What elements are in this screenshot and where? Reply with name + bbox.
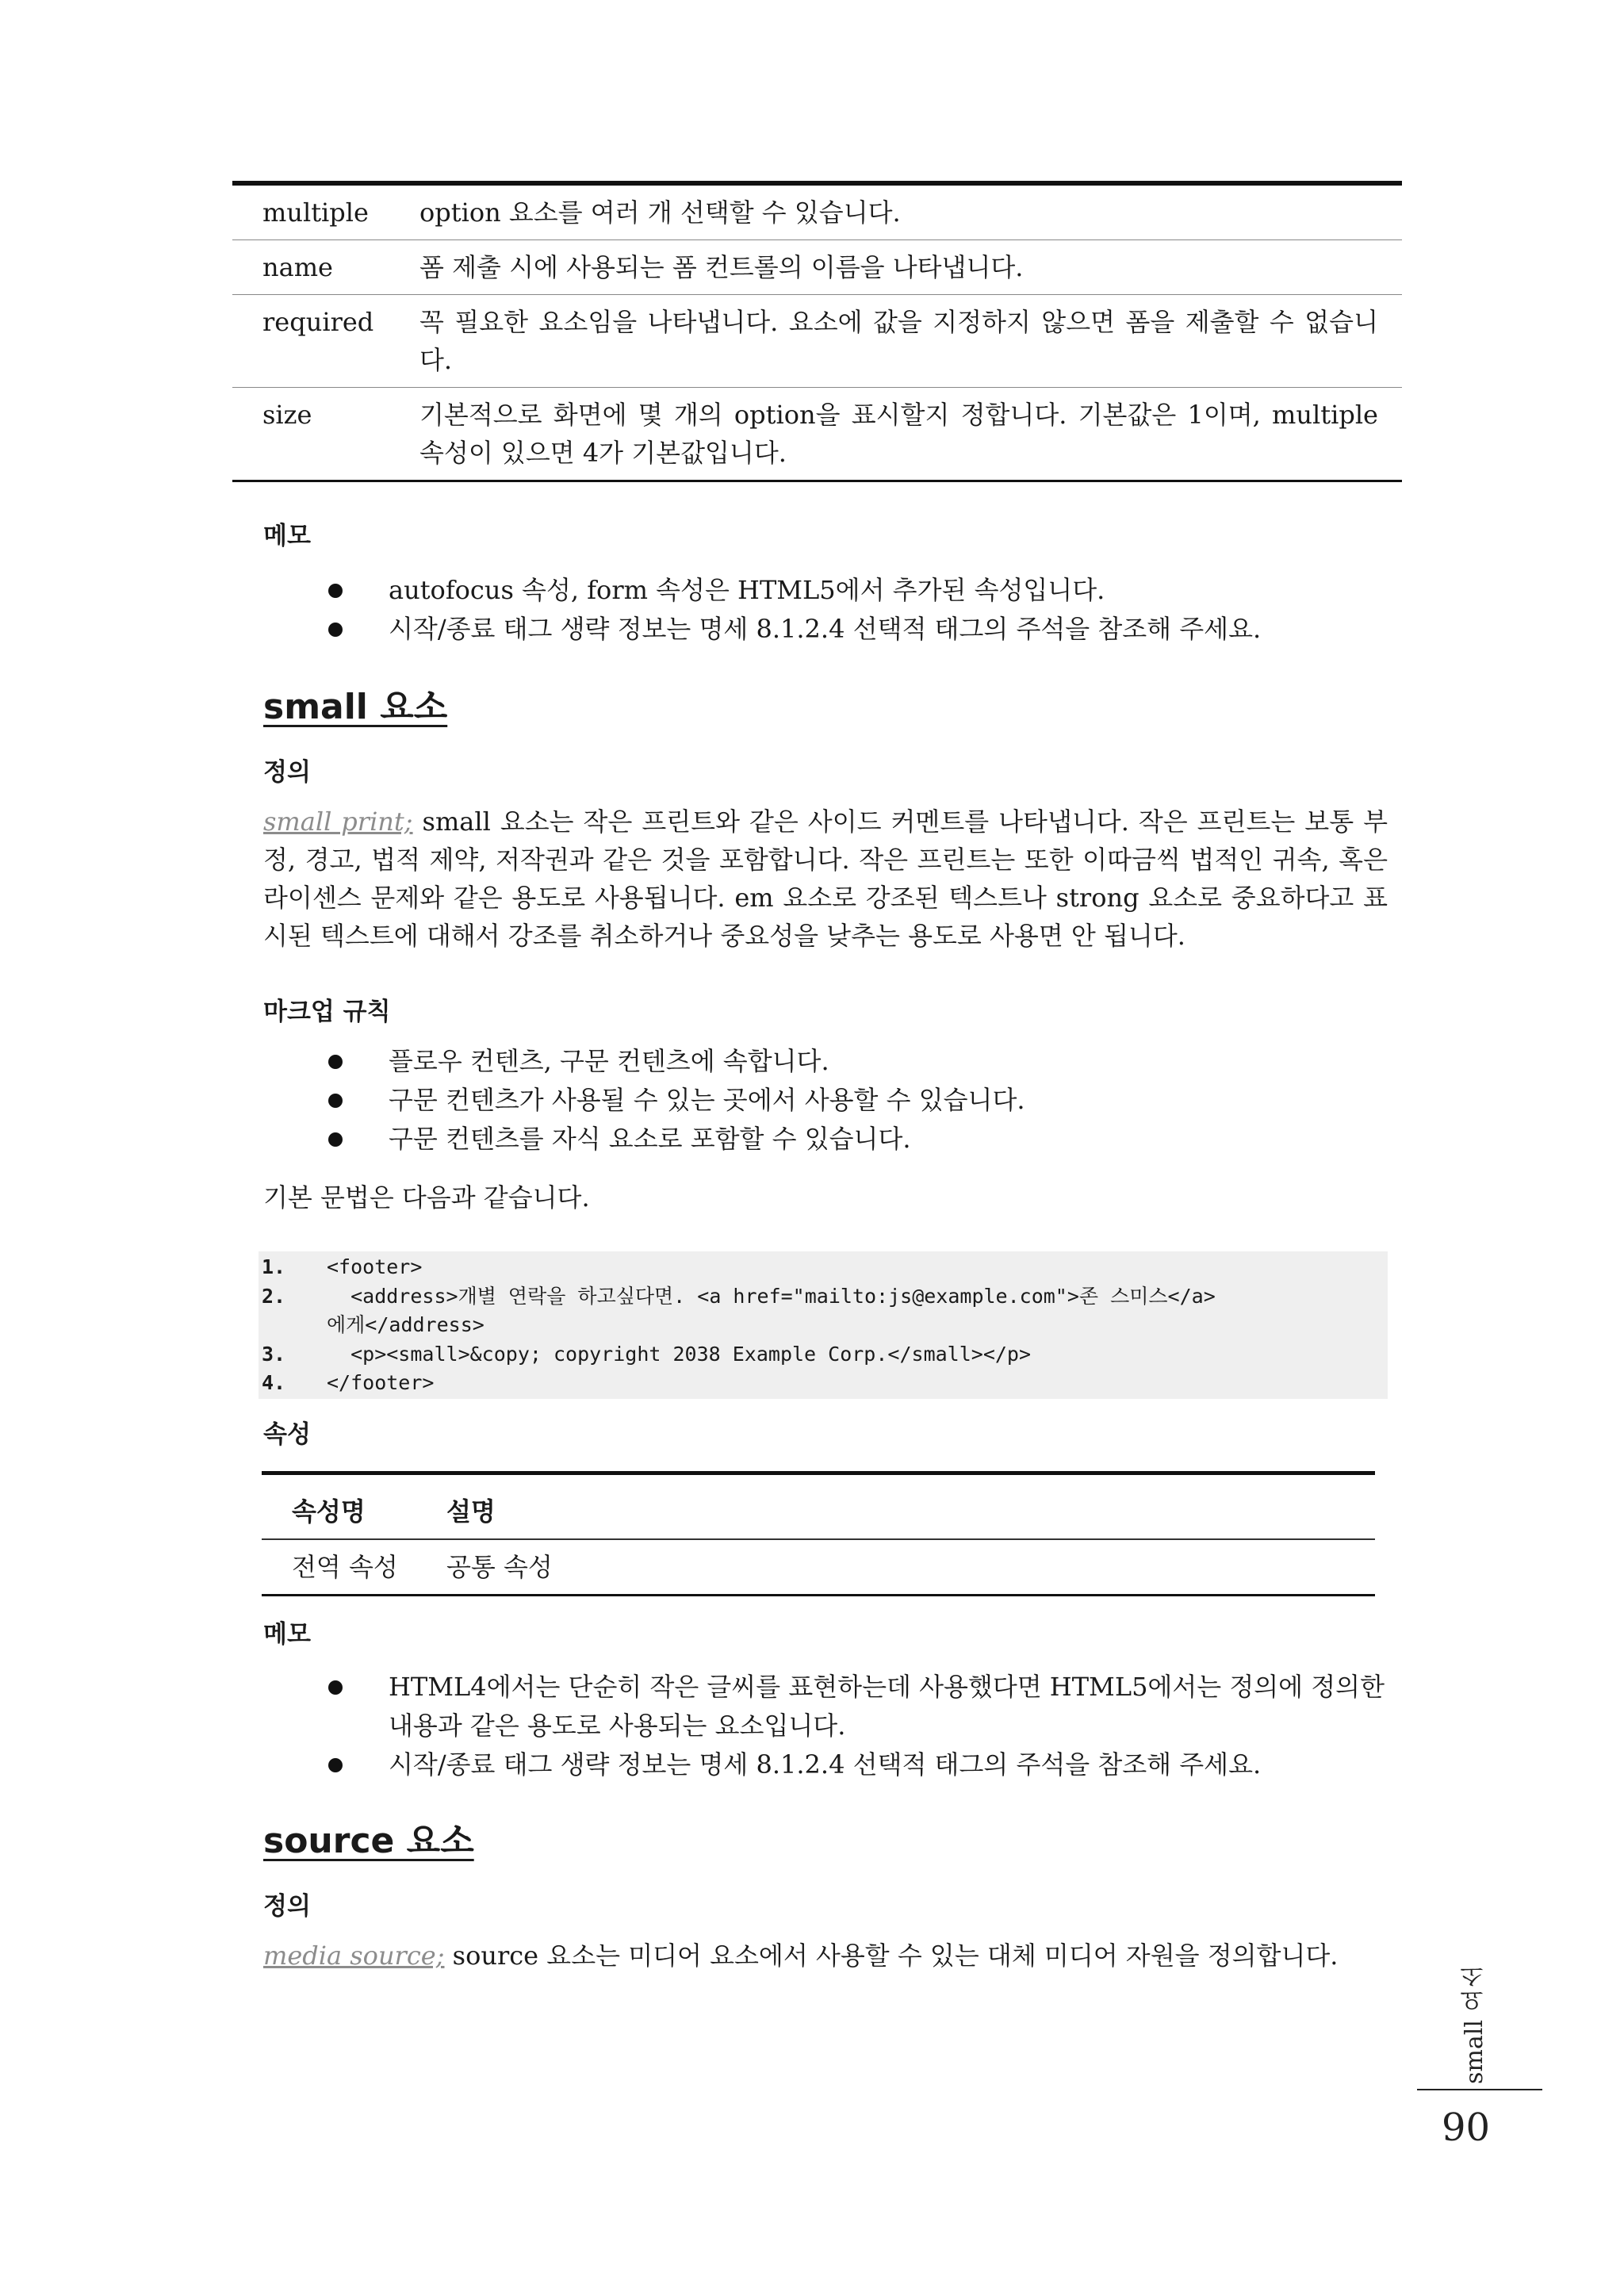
table-row	[232, 186, 1402, 239]
page-number: 90	[1442, 2105, 1491, 2150]
line-number: 4.	[262, 1371, 286, 1394]
code-text: <footer>	[327, 1255, 423, 1278]
line-number	[259, 1311, 327, 1340]
markup-rules-list	[317, 1042, 1388, 1159]
memo-heading: 메모	[263, 1620, 311, 1649]
definition-heading: 정의	[263, 758, 311, 787]
definition-paragraph	[263, 803, 1388, 955]
footer-divider	[1417, 2089, 1542, 2090]
attributes-heading: 속성	[263, 1420, 311, 1449]
table-cell: 전역 속성	[292, 1552, 398, 1582]
attribute-name: required	[262, 307, 374, 337]
list-item: HTML4에서는 단순히 작은 글씨를 표현하는데 사용했다면 HTML5에서는 정의에 정의한 내용과 같은 용도로 사용되는 요소입니다.	[317, 1668, 1388, 1745]
definition-term: media source;	[263, 1941, 445, 1971]
attribute-name: name	[262, 252, 333, 282]
section-title-small: small 요소	[263, 687, 448, 727]
code-text: <address>개별 연락을 하고싶다면. <a href="mailto:js@example.com">존 스미스</a>	[327, 1284, 1216, 1308]
list-item: 구문 컨텐츠를 자식 요소로 포함할 수 있습니다.	[317, 1120, 1388, 1159]
list-item: 구문 컨텐츠가 사용될 수 있는 곳에서 사용할 수 있습니다.	[317, 1081, 1388, 1120]
code-text: </footer>	[327, 1371, 435, 1394]
line-number: 1.	[262, 1255, 286, 1278]
definition-heading: 정의	[263, 1892, 311, 1921]
memo-list	[317, 571, 1388, 649]
list-item: 시작/종료 태그 생략 정보는 명세 8.1.2.4 선택적 태그의 주석을 참조해 주세요.	[317, 610, 1388, 649]
code-text: 에게</address>	[327, 1313, 485, 1336]
running-header-label: small 요소	[1461, 1964, 1488, 2084]
syntax-intro: 기본 문법은 다음과 같습니다.	[263, 1182, 590, 1213]
code-text: <p><small>&copy; copyright 2038 Example Corp.</small></p>	[327, 1342, 1032, 1366]
column-header: 설명	[446, 1496, 496, 1527]
memo-list	[317, 1668, 1388, 1784]
definition-text: source 요소는 미디어 요소에서 사용할 수 있는 대체 미디어 자원을 정의합니다.	[444, 1941, 1339, 1971]
table-row	[262, 1540, 1375, 1594]
memo-heading: 메모	[263, 522, 311, 550]
section-title-source: source 요소	[263, 1821, 474, 1861]
code-line	[259, 1369, 1388, 1398]
code-line	[259, 1340, 1388, 1370]
table-row	[232, 294, 1402, 387]
table-row	[232, 239, 1402, 294]
definition-text: small 요소는 작은 프린트와 같은 사이드 커멘트를 나타냅니다. 작은 프린트는 보통 부정, 경고, 법적 제약, 저작권과 같은 것을 포함합니다. 작은 프린트는 또한 이따금씩 법적인 귀속, 혹은 라이센스 문제와 같은 용도로 사용됩니다. em 요소로 강조된 텍스트나 strong 요소로 중요하다고 표시된 텍스트에 대해서 강조를 취소하거나 중요성을 낮추는 용도로 사용면 안 됩니다.	[263, 807, 1388, 951]
attribute-description: 폼 제출 시에 사용되는 폼 컨트롤의 이름을 나타냅니다.	[419, 252, 1024, 282]
column-header: 속성명	[292, 1496, 366, 1527]
definition-term: small print;	[263, 807, 413, 837]
code-line	[259, 1253, 1388, 1282]
attribute-name: multiple	[262, 197, 369, 228]
line-number: 3.	[262, 1342, 286, 1366]
attribute-name: size	[262, 400, 312, 430]
list-item: 시작/종료 태그 생략 정보는 명세 8.1.2.4 선택적 태그의 주석을 참조해 주세요.	[317, 1745, 1388, 1784]
list-item: 플로우 컨텐츠, 구문 컨텐츠에 속합니다.	[317, 1042, 1388, 1081]
attribute-description: option 요소를 여러 개 선택할 수 있습니다.	[419, 197, 901, 228]
attribute-description: 꼭 필요한 요소임을 나타냅니다. 요소에 값을 지정하지 않으면 폼을 제출할 수 없습니다.	[419, 307, 1378, 375]
attribute-table-top	[232, 181, 1402, 482]
line-number: 2.	[262, 1284, 286, 1308]
table-header-row	[262, 1475, 1375, 1540]
definition-paragraph	[263, 1937, 1388, 1975]
attribute-table-small	[262, 1471, 1375, 1596]
table-cell: 공통 속성	[446, 1552, 553, 1582]
code-line	[259, 1282, 1388, 1312]
markup-rules-heading: 마크업 규칙	[263, 998, 391, 1026]
list-item: autofocus 속성, form 속성은 HTML5에서 추가된 속성입니다.	[317, 571, 1388, 610]
code-line	[259, 1311, 1388, 1340]
code-block	[259, 1251, 1388, 1399]
attribute-description: 기본적으로 화면에 몇 개의 option을 표시할지 정합니다. 기본값은 1이며, multiple 속성이 있으면 4가 기본값입니다.	[419, 400, 1378, 468]
table-row	[232, 387, 1402, 480]
